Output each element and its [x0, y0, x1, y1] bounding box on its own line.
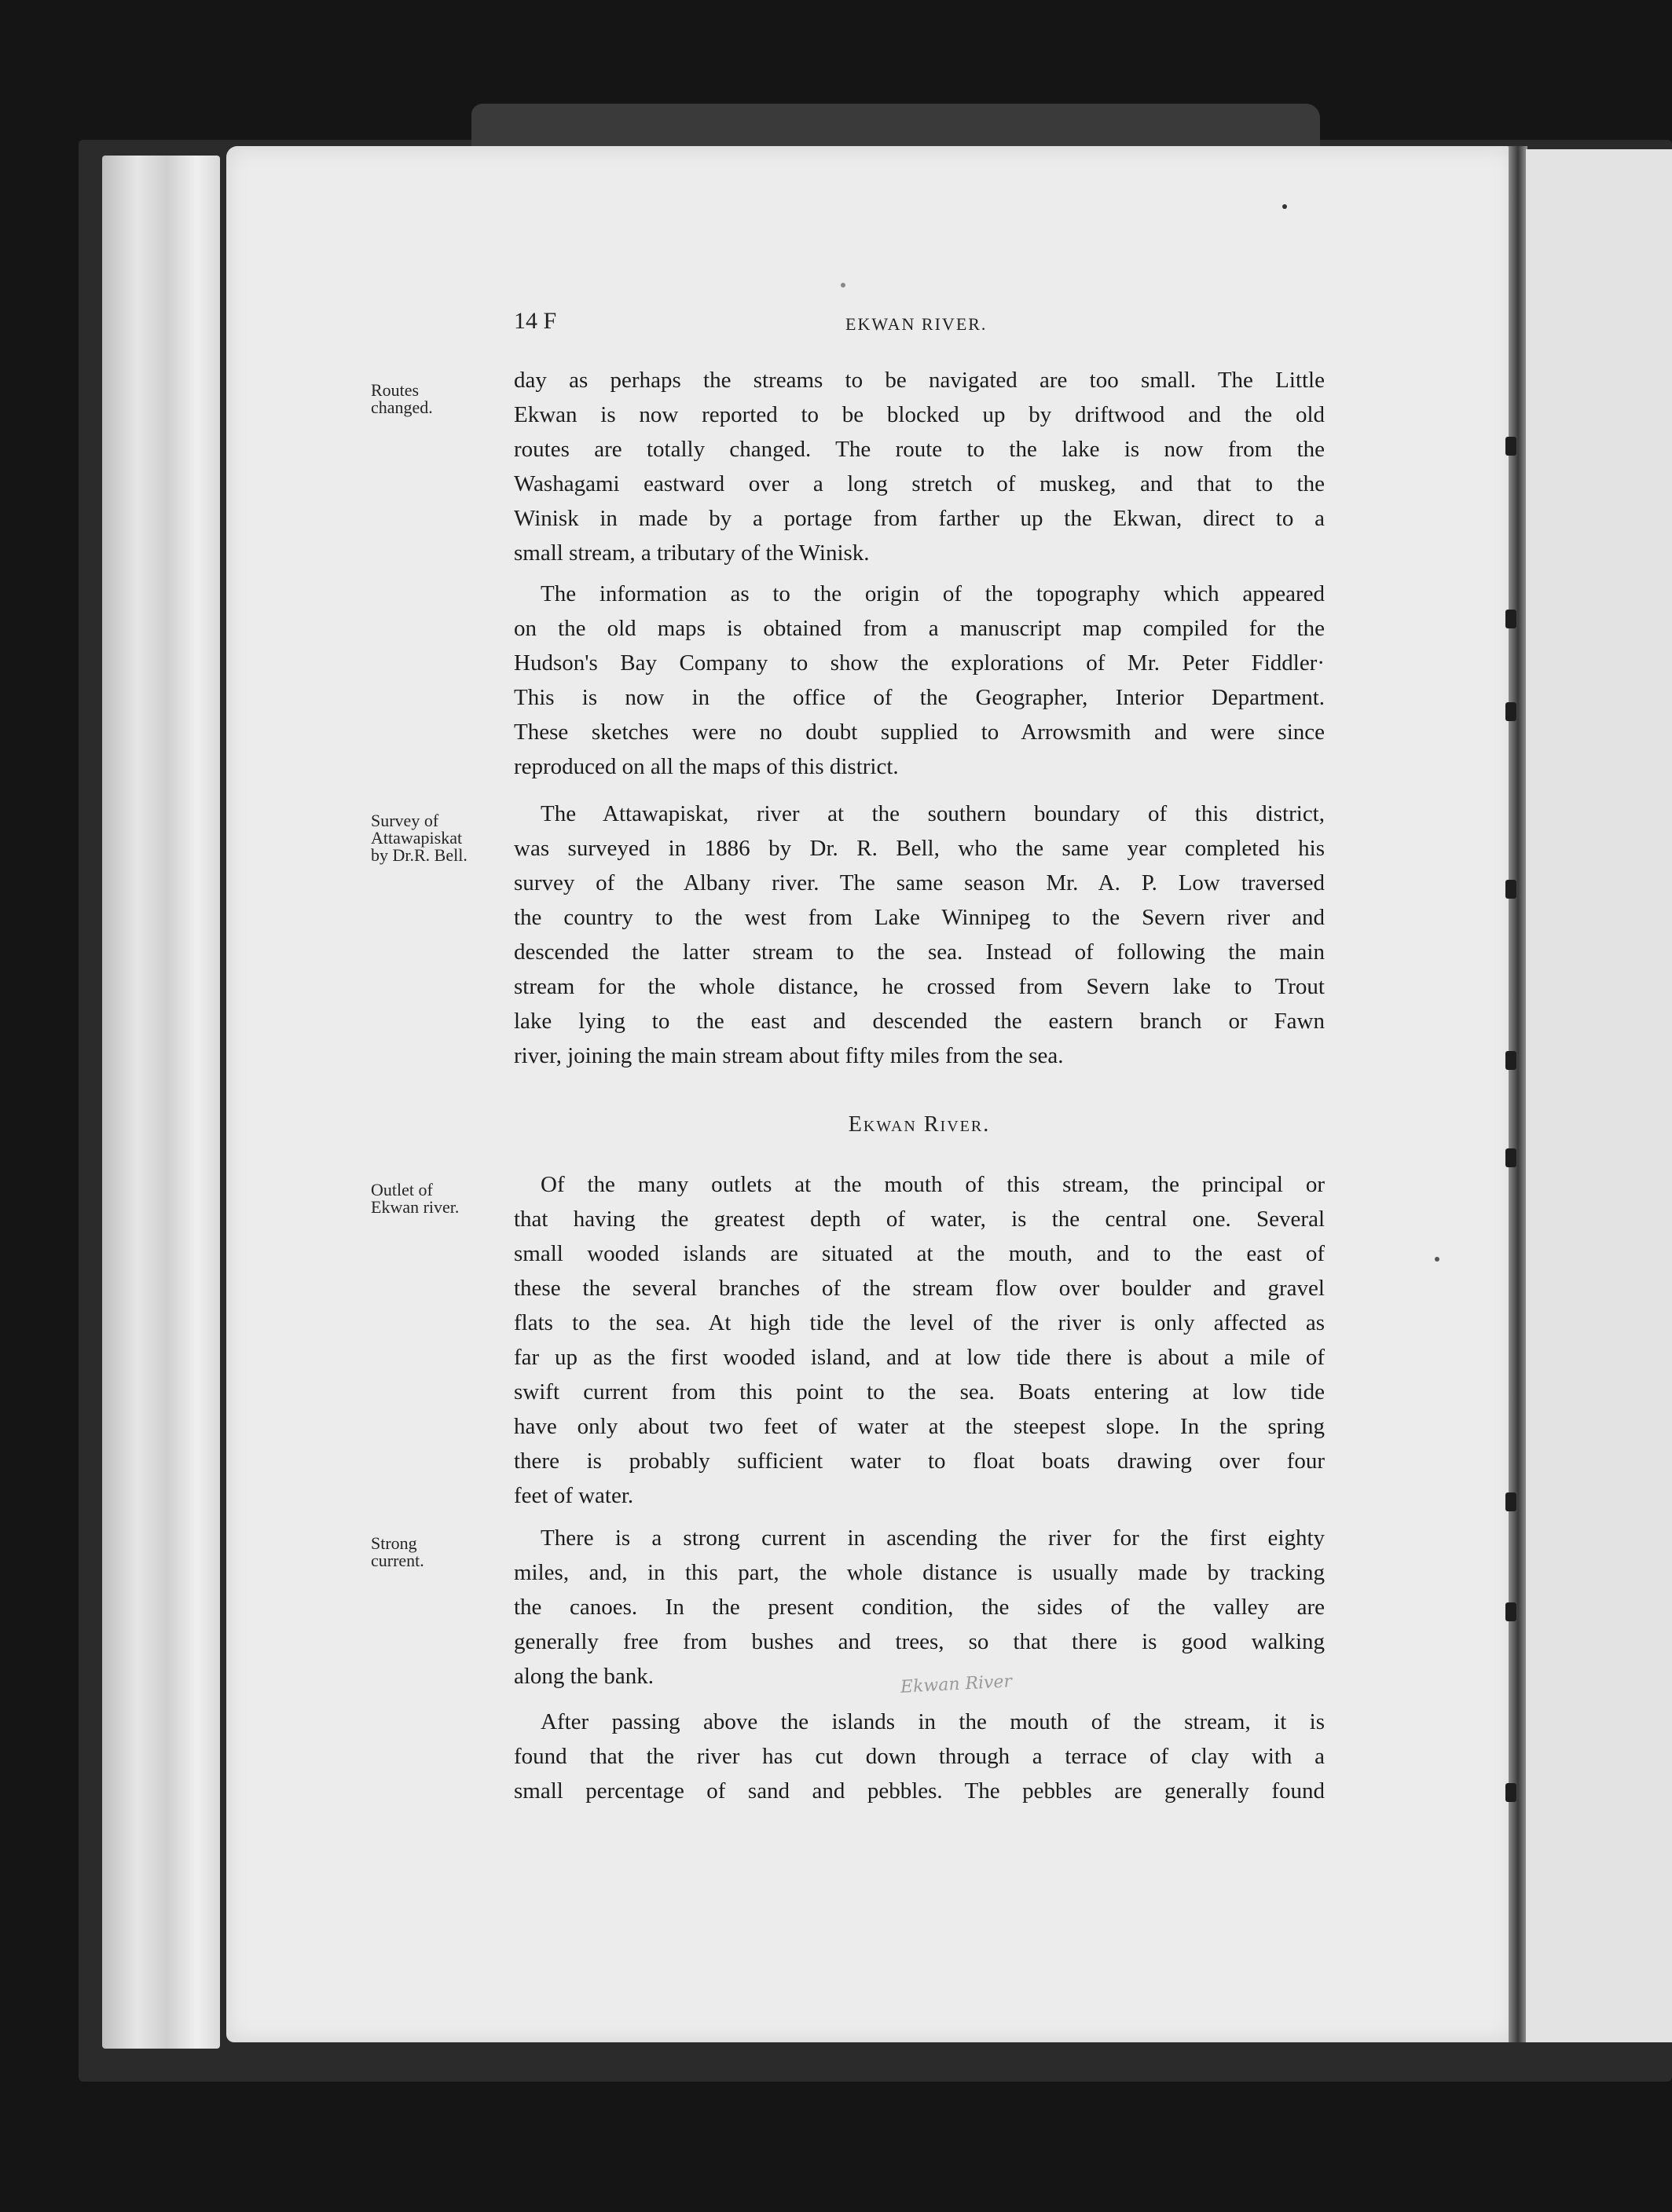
paragraph-1-line: Winisk in made by a portage from farther up the Ekwan, direct to a — [514, 506, 1325, 531]
paragraph-1-line: routes are totally changed. The route to the lake is now from the — [514, 437, 1325, 462]
ink-speck — [1435, 1257, 1439, 1262]
binding-stitch — [1505, 1051, 1516, 1070]
paragraph-2-line: Hudson's Bay Company to show the explorations of Mr. Peter Fiddler· — [514, 650, 1325, 676]
ink-speck — [841, 283, 845, 287]
binding-stitch — [1505, 1148, 1516, 1167]
margin-note-line: Strong — [371, 1533, 417, 1553]
torn-page-top — [471, 104, 1320, 151]
paragraph-4-line: that having the greatest depth of water, is the central one. Several — [514, 1207, 1325, 1232]
paragraph-1-line: small stream, a tributary of the Winisk. — [514, 540, 870, 566]
margin-note-line: Outlet of — [371, 1180, 433, 1199]
paragraph-2-line: reproduced on all the maps of this district. — [514, 754, 899, 779]
paragraph-1-line: Ekwan is now reported to be blocked up by driftwood and the old — [514, 402, 1325, 427]
binding-stitch — [1505, 437, 1516, 456]
paragraph-1-line: day as perhaps the streams to be navigated are too small. The Little — [514, 368, 1325, 393]
paragraph-6-line: small percentage of sand and pebbles. The pebbles are generally found — [514, 1778, 1325, 1804]
paragraph-4-line: far up as the first wooded island, and at low tide there is about a mile of — [514, 1345, 1325, 1370]
margin-note-line: current. — [371, 1551, 424, 1570]
margin-note-line: Attawapiskat — [371, 828, 463, 848]
binding-stitch — [1505, 1492, 1516, 1511]
section-heading: Ekwan River. — [848, 1112, 991, 1137]
paragraph-3-line: the country to the west from Lake Winnipeg to the Severn river and — [514, 905, 1325, 930]
binding-stitch — [1505, 702, 1516, 721]
paragraph-3-line: stream for the whole distance, he crossed from Severn lake to Trout — [514, 974, 1325, 999]
paragraph-3-line: lake lying to the east and descended the eastern branch or Fawn — [514, 1009, 1325, 1034]
margin-note-line: Routes — [371, 380, 420, 400]
margin-note-outlet-ekwan — [371, 1181, 520, 1216]
paragraph-6-line: found that the river has cut down through a terrace of clay with a — [514, 1744, 1325, 1769]
facing-page-edge — [1526, 149, 1672, 2042]
margin-note-routes-changed — [371, 382, 520, 416]
paragraph-4-line: there is probably sufficient water to float boats drawing over four — [514, 1448, 1325, 1474]
binding-stitch — [1505, 880, 1516, 899]
paragraph-3-line: was surveyed in 1886 by Dr. R. Bell, who the same year completed his — [514, 836, 1325, 861]
margin-note-survey-attawapiskat — [371, 812, 520, 864]
binding-stitch — [1505, 1602, 1516, 1621]
pencil-annotation: Ekwan River — [900, 1672, 1013, 1697]
page-number: 14 F — [514, 308, 557, 334]
paragraph-5-line: along the bank. — [514, 1664, 654, 1689]
paragraph-3-line: descended the latter stream to the sea. Instead of following the main — [514, 939, 1325, 965]
margin-note-line: by Dr.R. Bell. — [371, 845, 468, 865]
paragraph-4-line: Of the many outlets at the mouth of this stream, the principal or — [541, 1172, 1325, 1197]
paragraph-3-line: river, joining the main stream about fifty miles from the sea. — [514, 1043, 1064, 1068]
margin-note-line: Survey of — [371, 811, 439, 830]
margin-note-line: Ekwan river. — [371, 1197, 460, 1217]
paragraph-4-line: these the several branches of the stream flow over boulder and gravel — [514, 1276, 1325, 1301]
paragraph-2-line: These sketches were no doubt supplied to Arrowsmith and were since — [514, 720, 1325, 745]
paragraph-2-line: The information as to the origin of the topography which appeared — [541, 581, 1325, 606]
margin-note-line: changed. — [371, 397, 433, 417]
paragraph-3-line: The Attawapiskat, river at the southern boundary of this district, — [541, 801, 1325, 826]
running-title: EKWAN RIVER. — [845, 314, 988, 334]
paragraph-6-line: After passing above the islands in the mouth of the stream, it is — [541, 1709, 1325, 1734]
paragraph-2-line: on the old maps is obtained from a manuscript map compiled for the — [514, 616, 1325, 641]
ink-speck — [1282, 204, 1287, 209]
book-gutter — [1509, 146, 1527, 2042]
paragraph-5-line: miles, and, in this part, the whole distance is usually made by tracking — [514, 1560, 1325, 1585]
paragraph-4-line: feet of water. — [514, 1483, 634, 1508]
paragraph-1-line: Washagami eastward over a long stretch of muskeg, and that to the — [514, 471, 1325, 496]
page-edge-stack — [102, 156, 220, 2049]
binding-stitch — [1505, 610, 1516, 628]
paragraph-4-line: small wooded islands are situated at the mouth, and to the east of — [514, 1241, 1325, 1266]
paragraph-5-line: There is a strong current in ascending the river for the first eighty — [541, 1525, 1325, 1551]
paragraph-2-line: This is now in the office of the Geographer, Interior Department. — [514, 685, 1325, 710]
paragraph-4-line: flats to the sea. At high tide the level of the river is only affected as — [514, 1310, 1325, 1335]
paragraph-5-line: generally free from bushes and trees, so that there is good walking — [514, 1629, 1325, 1654]
paragraph-4-line: swift current from this point to the sea. Boats entering at low tide — [514, 1379, 1325, 1404]
paragraph-5-line: the canoes. In the present condition, the sides of the valley are — [514, 1595, 1325, 1620]
paragraph-3-line: survey of the Albany river. The same season Mr. A. P. Low traversed — [514, 870, 1325, 895]
paragraph-4-line: have only about two feet of water at the steepest slope. In the spring — [514, 1414, 1325, 1439]
margin-note-strong-current — [371, 1535, 520, 1569]
binding-stitch — [1505, 1783, 1516, 1802]
